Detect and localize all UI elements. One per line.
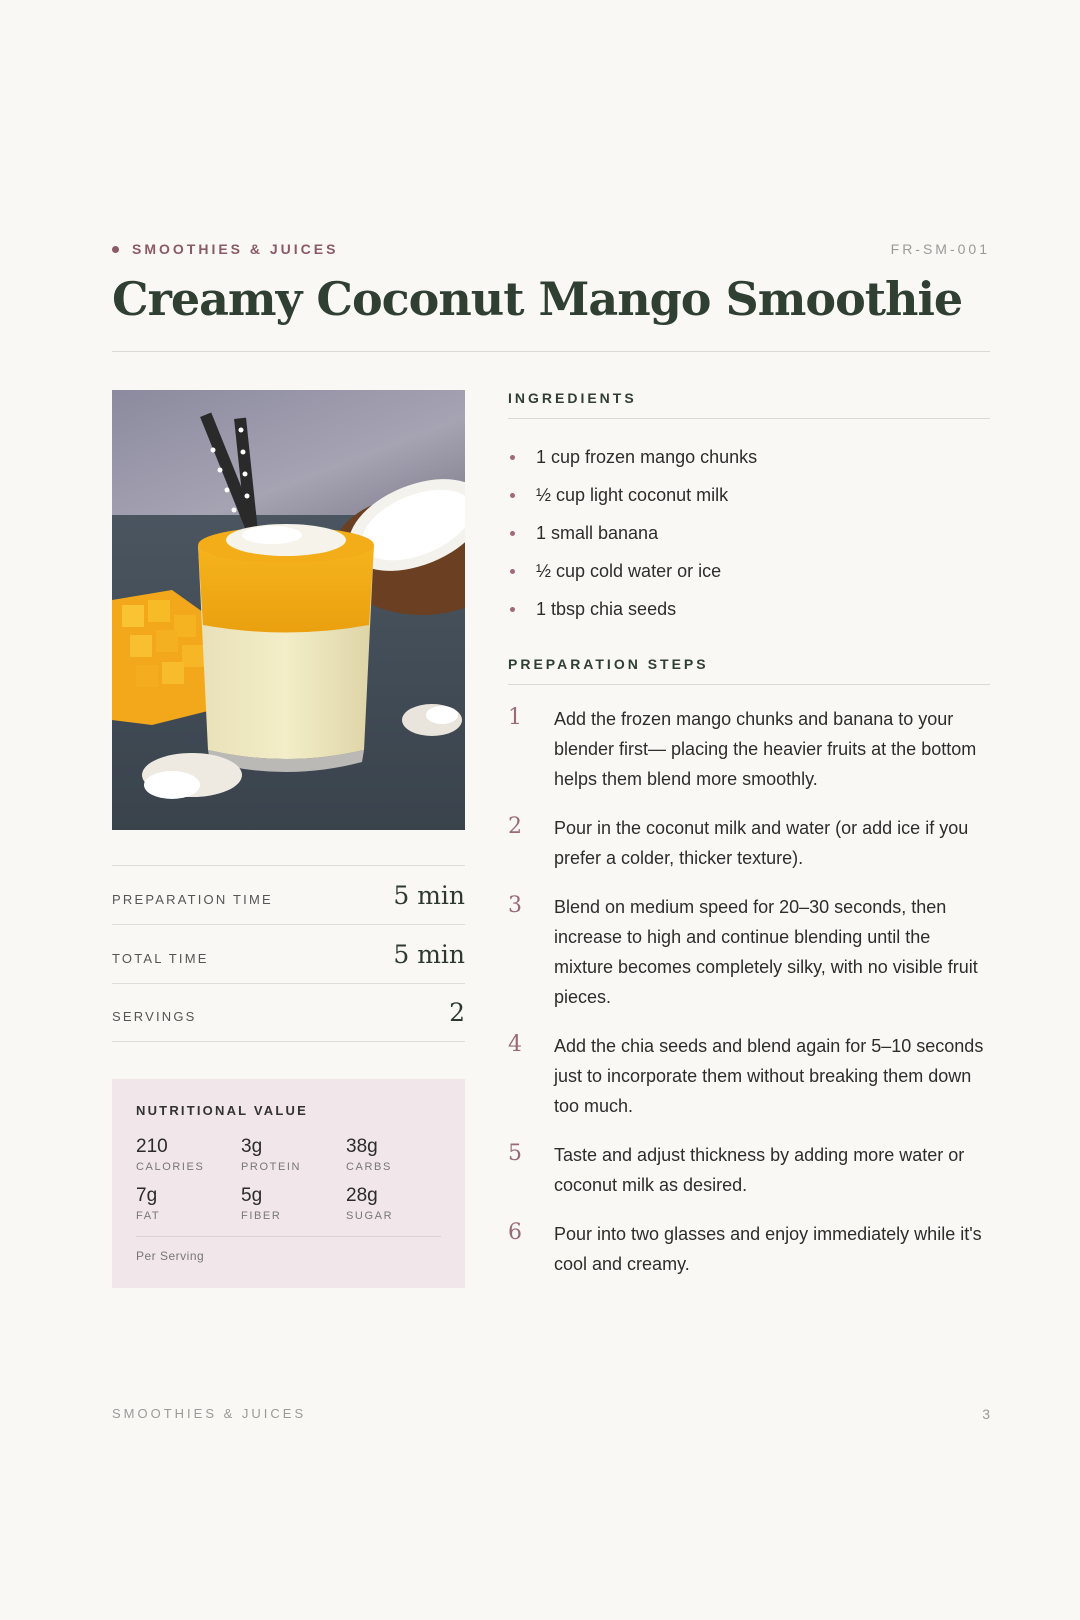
nutrition-panel: [112, 1079, 465, 1288]
step-item: [508, 813, 990, 873]
ingredients-list: [508, 438, 990, 628]
meta-label: PREPARATION TIME: [112, 891, 273, 907]
meta-value: 5 min: [393, 939, 465, 969]
ingredient-item: [508, 552, 990, 590]
nutrition-item-fiber: [241, 1185, 346, 1222]
bullet-icon: [510, 607, 515, 612]
meta-row-prep-time: [112, 865, 465, 924]
nutrition-label: SUGAR: [346, 1210, 394, 1222]
category-dot-icon: [112, 246, 119, 253]
nutrition-divider: [136, 1236, 441, 1237]
step-text: Add the frozen mango chunks and banana to your blender first— placing the heavier fruits at the bottom helps them blend more smoothly.: [554, 709, 977, 789]
step-number: 3: [508, 893, 522, 918]
ingredients-heading: INGREDIENTS: [508, 390, 637, 406]
nutrition-value: 5g: [241, 1185, 263, 1206]
footer-section: SMOOTHIES & JUICES: [112, 1406, 307, 1421]
page-footer: [112, 1406, 990, 1421]
step-item: [508, 1140, 990, 1200]
meta-value: 5 min: [393, 880, 465, 910]
recipe-page: [112, 0, 990, 1620]
step-text: Add the chia seeds and blend again for 5–10 seconds just to incorporate them without breaking them down too much.: [554, 1036, 984, 1116]
nutrition-grid: [136, 1136, 441, 1222]
nutrition-item-carbs: [346, 1136, 441, 1173]
step-number: 2: [508, 814, 522, 839]
nutrition-label: FAT: [136, 1210, 161, 1222]
ingredients-divider: [508, 418, 990, 419]
meta-value: 2: [449, 998, 465, 1027]
nutrition-label: CARBS: [346, 1161, 392, 1173]
step-number: 4: [508, 1032, 522, 1057]
header-row: [112, 241, 990, 261]
nutrition-value: 7g: [136, 1185, 158, 1206]
title-divider: [112, 351, 990, 352]
step-item: [508, 892, 990, 1012]
bullet-icon: [510, 569, 515, 574]
nutrition-title: NUTRITIONAL VALUE: [136, 1103, 308, 1118]
nutrition-value: 38g: [346, 1136, 378, 1157]
nutrition-label: PROTEIN: [241, 1161, 302, 1173]
bullet-icon: [510, 531, 515, 536]
step-text: Pour in the coconut milk and water (or add ice if you prefer a colder, thicker texture).: [554, 818, 969, 868]
bullet-icon: [510, 493, 515, 498]
ingredient-item: [508, 438, 990, 476]
nutrition-item-calories: [136, 1136, 241, 1173]
nutrition-label: CALORIES: [136, 1161, 205, 1173]
ingredient-text: 1 small banana: [536, 522, 659, 543]
steps-heading: PREPARATION STEPS: [508, 656, 709, 672]
nutrition-item-sugar: [346, 1185, 441, 1222]
ingredient-text: ½ cup cold water or ice: [536, 560, 722, 581]
ingredient-text: 1 cup frozen mango chunks: [536, 446, 758, 467]
nutrition-value: 210: [136, 1136, 168, 1157]
ingredient-item: [508, 590, 990, 628]
step-number: 6: [508, 1220, 522, 1245]
ingredient-item: [508, 514, 990, 552]
step-item: [508, 1219, 990, 1279]
step-number: 1: [508, 705, 522, 730]
meta-row-servings: [112, 983, 465, 1042]
step-text: Taste and adjust thickness by adding more water or coconut milk as desired.: [554, 1145, 965, 1195]
steps-list: [508, 704, 990, 1298]
step-number: 5: [508, 1141, 522, 1166]
meta-row-total-time: [112, 924, 465, 983]
bullet-icon: [510, 455, 515, 460]
recipe-code: FR-SM-001: [890, 241, 990, 257]
smoothie-image: [112, 390, 465, 830]
nutrition-value: 3g: [241, 1136, 263, 1157]
steps-divider: [508, 684, 990, 685]
ingredient-text: ½ cup light coconut milk: [536, 484, 729, 505]
nutrition-footnote: Per Serving: [136, 1249, 205, 1263]
ingredient-text: 1 tbsp chia seeds: [536, 598, 677, 619]
step-item: [508, 1031, 990, 1121]
nutrition-label: FIBER: [241, 1210, 282, 1222]
meta-label: SERVINGS: [112, 1009, 197, 1024]
recipe-photo: [112, 390, 465, 830]
step-text: Pour into two glasses and enjoy immediately while it's cool and creamy.: [554, 1224, 982, 1274]
recipe-title: Creamy Coconut Mango Smoothie: [112, 272, 963, 326]
category-label: [112, 241, 338, 257]
step-text: Blend on medium speed for 20–30 seconds, then increase to high and continue blending until the mixture becomes completely silky, with no visible fruit pieces.: [554, 897, 978, 1007]
nutrition-value: 28g: [346, 1185, 378, 1206]
page-number: 3: [982, 1406, 990, 1422]
step-item: [508, 704, 990, 794]
recipe-meta: [112, 865, 465, 1042]
ingredient-item: [508, 476, 990, 514]
nutrition-item-fat: [136, 1185, 241, 1222]
category-text: SMOOTHIES & JUICES: [132, 241, 339, 257]
meta-label: TOTAL TIME: [112, 950, 209, 966]
nutrition-item-protein: [241, 1136, 346, 1173]
